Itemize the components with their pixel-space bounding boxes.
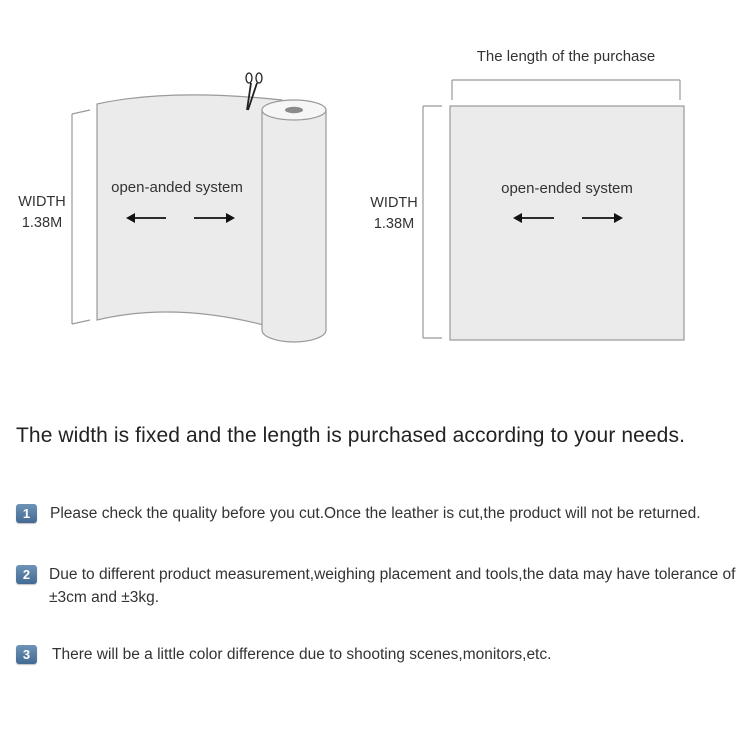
fabric-roll-body	[262, 110, 326, 342]
note-text: There will be a little color difference due to shooting scenes,monitors,etc.	[52, 646, 552, 663]
fabric-roll-core	[285, 107, 303, 113]
note-text: Please check the quality before you cut.Once the leather is cut,the product will not be returned.	[50, 505, 701, 522]
length-label: The length of the purchase	[476, 48, 656, 65]
left-width-value: 1.38M	[21, 215, 63, 231]
left-width-tick-top	[72, 110, 90, 114]
note-item	[16, 563, 748, 609]
number-badge-icon: 1	[16, 504, 37, 523]
number-badge-icon: 3	[16, 645, 37, 664]
right-system-label: open-ended system	[501, 180, 633, 197]
right-diagram	[370, 48, 684, 340]
note-text: Due to different product measurement,weighing placement and tools,the data may have tolerance of ±3cm and ±3kg.	[49, 566, 736, 606]
headline: The width is fixed and the length is purchased according to your needs.	[16, 424, 685, 447]
number-badge-icon: 2	[16, 565, 37, 584]
right-width-value: 1.38M	[373, 216, 415, 232]
right-width-label: WIDTH	[370, 195, 418, 211]
flat-fabric-sheet	[450, 106, 684, 340]
note-item	[16, 643, 748, 666]
left-width-tick-bottom	[72, 320, 90, 324]
note-item	[16, 502, 748, 525]
left-diagram	[18, 73, 326, 342]
left-width-label: WIDTH	[18, 194, 66, 210]
left-system-label: open-anded system	[111, 179, 243, 196]
unrolled-fabric-sheet	[97, 95, 282, 330]
